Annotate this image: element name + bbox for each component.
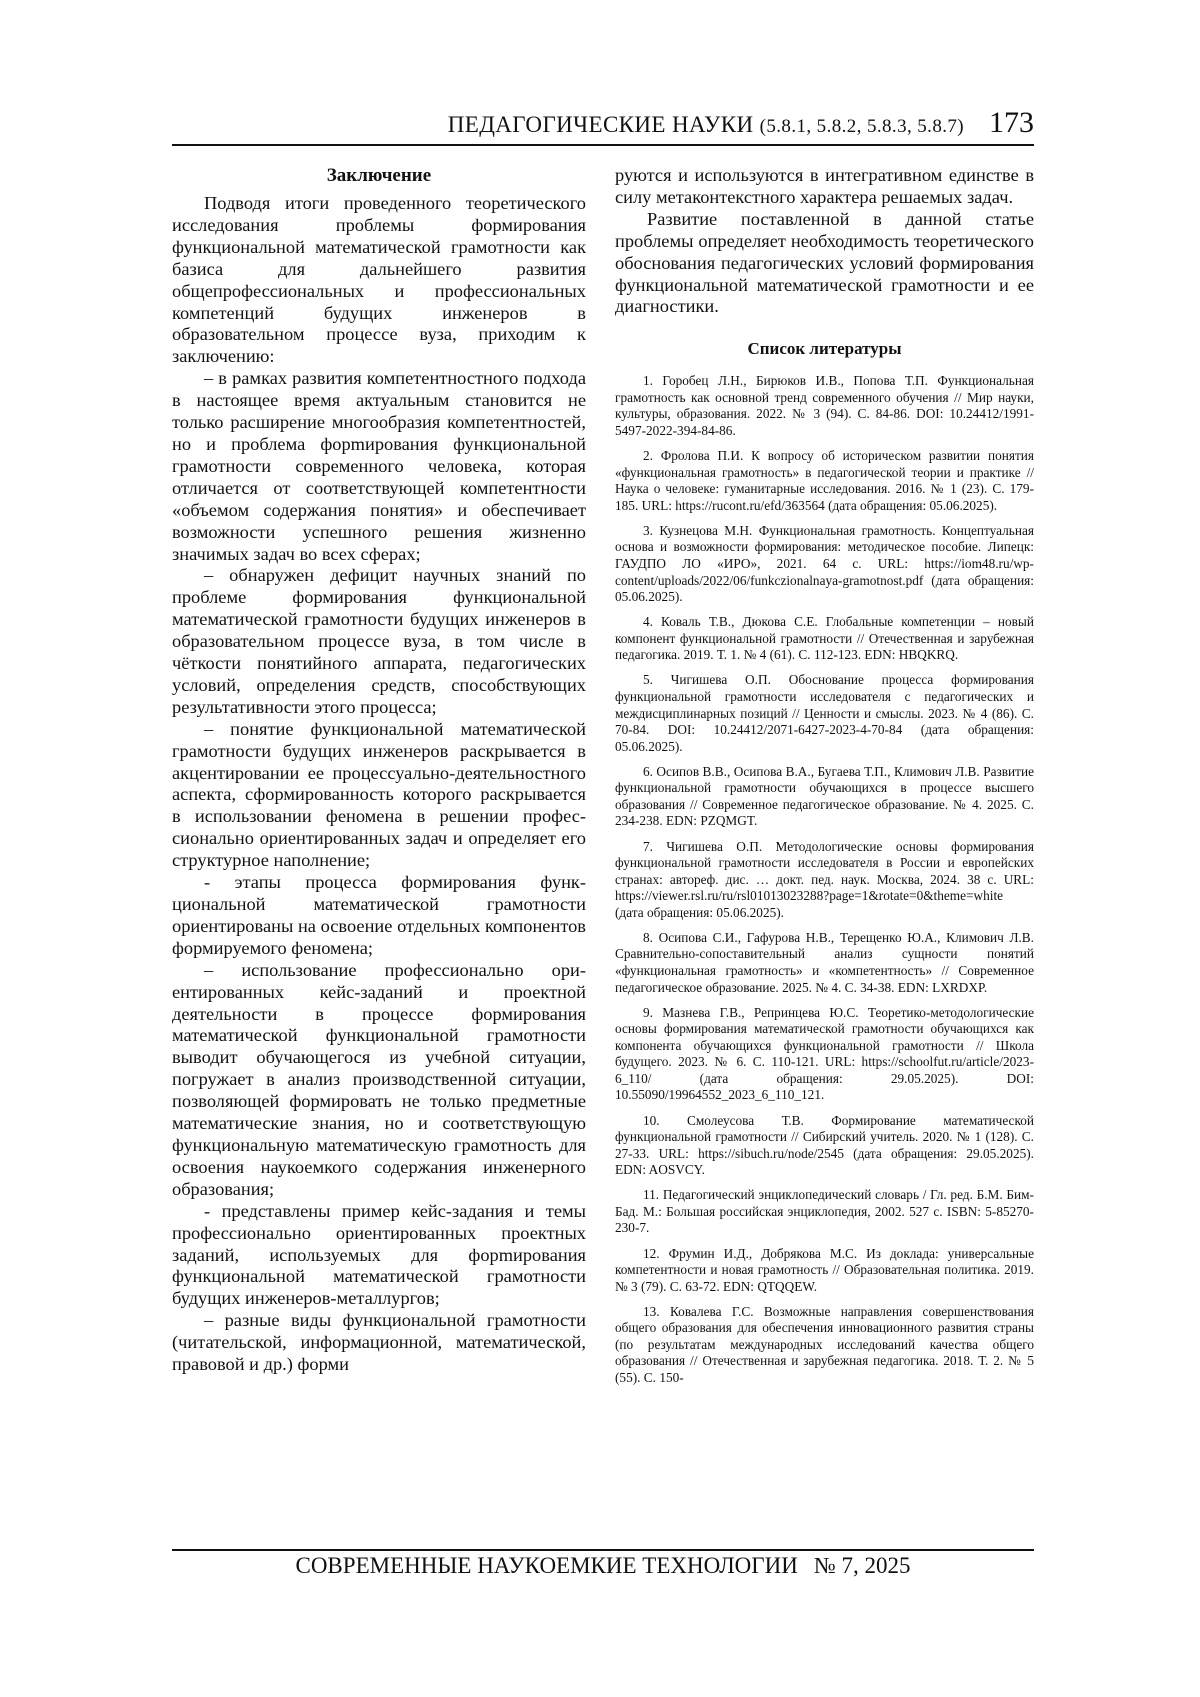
conclusion-point: - этапы процесса формирования функциональной математической грамотности ориентированы на освоение отдельных компонентов формируемого феномена;	[172, 872, 586, 958]
conclusion-closing: Развитие поставленной в данной статье проблемы определяет необходимость теоретического обоснования педагогических условий формирования функциональной математической грамотности и ее диагностики.	[615, 208, 1034, 317]
issue-number: № 7, 2025	[813, 1553, 911, 1578]
reference-item: 9. Мазнева Г.В., Репринцева Ю.С. Теоретико-методологические основы формирования математической грамотности обучающихся как компонента обучающихся функциональной грамотности // Школа будущего. 2023. № 6. С. 110-121. URL: https://schoolfut.ru/article/2023-6_110/ (дата обращения: 29.05.2025). DOI: 10.55090/19964552_2023_6_110_121.	[615, 1004, 1034, 1103]
reference-item: 2. Фролова П.И. К вопросу об историческом развитии понятия «функциональная грамотность» в педагогической теории и практике // Наука о человеке: гуманитарные исследования. 2016. № 1 (23). С. 179-185. URL: https://rucont.ru/efd/363564 (дата обращения: 05.06.2025).	[615, 448, 1034, 513]
conclusion-point: – обнаружен дефицит научных знаний по проблеме формирования функциональной математической грамотности будущих инженеров в образовательном процессе вуза, в том числе в чёткости понятийного аппарата, педагогических условий, определения средств, способствующих результативности этого процесса;	[172, 565, 586, 717]
left-column	[172, 165, 586, 1376]
conclusion-point: – в рамках развития компетентностного подхода в настоящее время актуальным становится не только расширение многообразия компетентностей, но и проблема форmирования функциональной грамотности современного человека, которая отличается от соответствующей компетентности «объемом содержания понятия» и обеспечивает возможности успешного решения жизненно значимых задач во всех сферах;	[172, 368, 586, 564]
header-rule	[172, 144, 1034, 146]
references-list	[615, 373, 1034, 1386]
reference-item: 8. Осипова С.И., Гафурова Н.В., Терещенко Ю.А., Климович Л.В. Сравнительно-сопоставительный анализ сущности понятий «функциональная грамотность» и «компетентность» // Современное педагогическое образование. 2025. № 4. С. 34-38. EDN: LXRDXP.	[615, 929, 1034, 995]
running-header	[172, 104, 1034, 144]
running-footer	[172, 1553, 1034, 1579]
reference-item: 7. Чигишева О.П. Методологические основы формирования функциональной грамотности исследователя в России и европейских странах: автореф. дис. … докт. пед. наук. Москва, 2024. 38 с. URL: https://viewer.rsl.ru/ru/rsl01013023288?page=1&rotate=0&theme=white (дата обращения: 05.06.2025).	[615, 838, 1034, 920]
section-name: ПЕДАГОГИЧЕСКИЕ НАУКИ	[447, 112, 754, 137]
conclusion-point: – использование профессионально ориентированных кейс-заданий и проектной деятельности в процессе формирования математической функциональной грамотности выводит обучающегося из учебной ситуации, погружает в анализ производственной ситуации, позволяющей формировать не только предметные математические знания, но и соответствующую функциональную математическую грамотность для освоения наукоемкого содержания инженерного образования;	[172, 959, 586, 1199]
specialty-codes: (5.8.1, 5.8.2, 5.8.3, 5.8.7)	[759, 116, 964, 137]
page-number: 173	[989, 106, 1034, 139]
reference-item: 3. Кузнецова М.Н. Функциональная грамотность. Концептуальная основа и возможности формирования: методическое пособие. Липецк: ГАУДПО ЛО «ИРО», 2021. 64 с. URL: https://iom48.ru/wp-content/uploads/2022/06/funkczionalnaya-gramotnost.pdf (дата обращения: 05.06.2025).	[615, 522, 1034, 605]
reference-item: 11. Педагогический энциклопедический словарь / Гл. ред. Б.М. Бим-Бад. М.: Большая российская энциклопедия, 2002. 527 с. ISBN: 5-85270-230-7.	[615, 1187, 1034, 1236]
conclusion-point: - представлены пример кейс-задания и темы профессионально ориентированных проектных заданий, используемых для форmирования функциональной математической грамотности будущих инженеров-металлургов;	[172, 1200, 586, 1309]
conclusion-point: – понятие функциональной математической грамотности будущих инженеров раскрывается в акцентировании ее процессуально-деятельностного аспекта, сформированность которого раскрывается в использовании феномена в решении профессионально ориентированных задач и определяет его структурное наполнение;	[172, 718, 586, 871]
reference-item: 5. Чигишева О.П. Обоснование процесса формирования функциональной грамотности исследователя с педагогических и междисциплинарных позиций // Ценности и смыслы. 2023. № 4 (86). С. 70-84. DOI: 10.24412/2071-6427-2023-4-70-84 (дата обращения: 05.06.2025).	[615, 672, 1034, 754]
conclusion-point-continued: руются и используются в интегративном единстве в силу метаконтекстного характера решаемых задач.	[615, 165, 1034, 207]
reference-item: 13. Ковалева Г.С. Возможные направления совершенствования общего образования для обеспечения инновaционного развития страны (по результатам международных исследований качества общего образования // Отечественная и зарубежная педагогика. 2018. Т. 2. № 5 (55). С. 150-	[615, 1303, 1034, 1385]
right-column	[615, 165, 1034, 1395]
reference-item: 4. Коваль Т.В., Дюкова С.Е. Глобальные компетенции – новый компонент функциональной грамотности // Отечественная и зарубежная педагогика. 2019. Т. 1. № 4 (61). С. 112-123. EDN: HBQKRQ.	[615, 614, 1034, 663]
references-heading: Список литературы	[747, 339, 902, 359]
reference-item: 1. Горобец Л.Н., Бирюков И.В., Попова Т.П. Функциональная грамотность как основной тренд современного обучения // Мир науки, культуры, образования. 2022. № 3 (94). С. 84-86. DOI: 10.24412/1991-5497-2022-394-84-86.	[615, 373, 1034, 438]
reference-item: 10. Смолеусова Т.В. Формирование математической функциональной грамотности // Сибирский учитель. 2020. № 1 (128). С. 27-33. URL: https://sibuch.ru/node/2545 (дата обращения: 29.05.2025). EDN: AOSVCY.	[615, 1112, 1034, 1178]
journal-name: СОВРЕМЕННЫЕ НАУКОЕМКИЕ ТЕХНОЛОГИИ	[295, 1553, 798, 1578]
footer-rule	[172, 1549, 1034, 1551]
conclusion-intro: Подводя итоги проведенного теоретического исследования проблемы формирования функциональной математической грамотности как базиса для дальнейшего развития общепрофессиональных и профессиональных компетенций будущих инженеров в образовательном процессе вуза, приходим к заключению:	[172, 193, 586, 367]
conclusion-point: – разные виды функциональной грамотности (читательской, информационной, математической, правовой и др.) форми	[172, 1310, 586, 1375]
reference-item: 12. Фрумин И.Д., Добрякова М.С. Из доклада: универсальные компетентности и новая грамотность // Образовательная политика. 2019. № 3 (79). С. 63-72. EDN: QTQQEW.	[615, 1245, 1034, 1294]
reference-item: 6. Осипов В.В., Осипова В.А., Бугаева Т.П., Климович Л.В. Развитие функциональной грамотности обучающихся в процессе высшего образования // Современное педагогическое образование. № 4. 2025. С. 234-238. EDN: PZQMGT.	[615, 763, 1034, 829]
journal-section-title	[172, 112, 964, 138]
conclusion-heading: Заключение	[326, 165, 432, 186]
